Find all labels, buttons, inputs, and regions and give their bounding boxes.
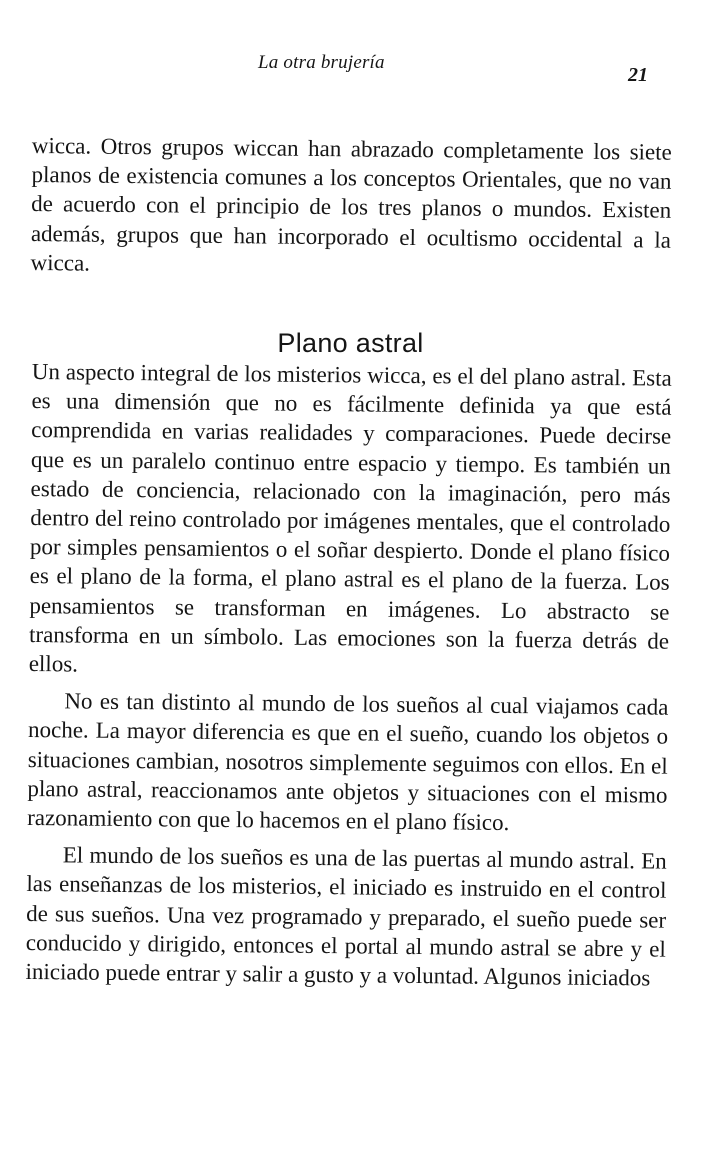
paragraph-3: El mundo de los sueños es una de las puertas al mundo astral. En las enseñanzas de los misterios, el iniciado es instruido en el control de sus sueños. Una vez programado y preparado, el sueño puede ser conducido y dirigido, entonces el portal al mundo astral se abre y el iniciado puede entrar y salir a gusto y a voluntad. Algunos iniciados [25,842,667,991]
intro-paragraph: wicca. Otros grupos wiccan han abrazado completamente los siete planos de existencia comunes a los conceptos Orientales, que no van de acuerdo con el principio de los tres planos o mundos. Existen además, grupos que han incorporado el ocultismo occidental a la wicca. [30,132,672,276]
page-number: 21 [628,64,648,86]
intro-text-block [30,131,671,284]
paragraph-1: Un aspecto integral de los misterios wicca, es el del plano astral. Esta es una dimensión que no es fácilmente definida ya que está comprendida en varias realidades y comparaciones. Puede decirse que es un paralelo continuo entre espacio y tiempo. Es también un estado de conciencia, relacionado con la imaginación, pero más dentro del reino controlado por imágenes mentales, que el controlado por simples pensamientos o el soñar despierto. Donde el plano físico es el plano de la forma, el plano astral es el plano de la fuerza. Los pensamientos se transforman en imágenes. Lo abstracto se transforma en un símbolo. Las emociones son la fuerza detrás de ellos. [28,358,672,677]
paragraph-2: No es tan distinto al mundo de los sueños al cual viajamos cada noche. La mayor diferencia es que en el sueño, cuando los objetos o situaciones cambian, nosotros simplemente seguimos con ellos. En el plano astral, reaccionamos ante objetos y situaciones con el mismo razonamiento con que lo hacemos en el plano físico. [27,688,669,836]
section-heading: Plano astral [277,328,424,358]
section-text-block [25,357,672,993]
running-head: La otra brujería [258,52,385,73]
